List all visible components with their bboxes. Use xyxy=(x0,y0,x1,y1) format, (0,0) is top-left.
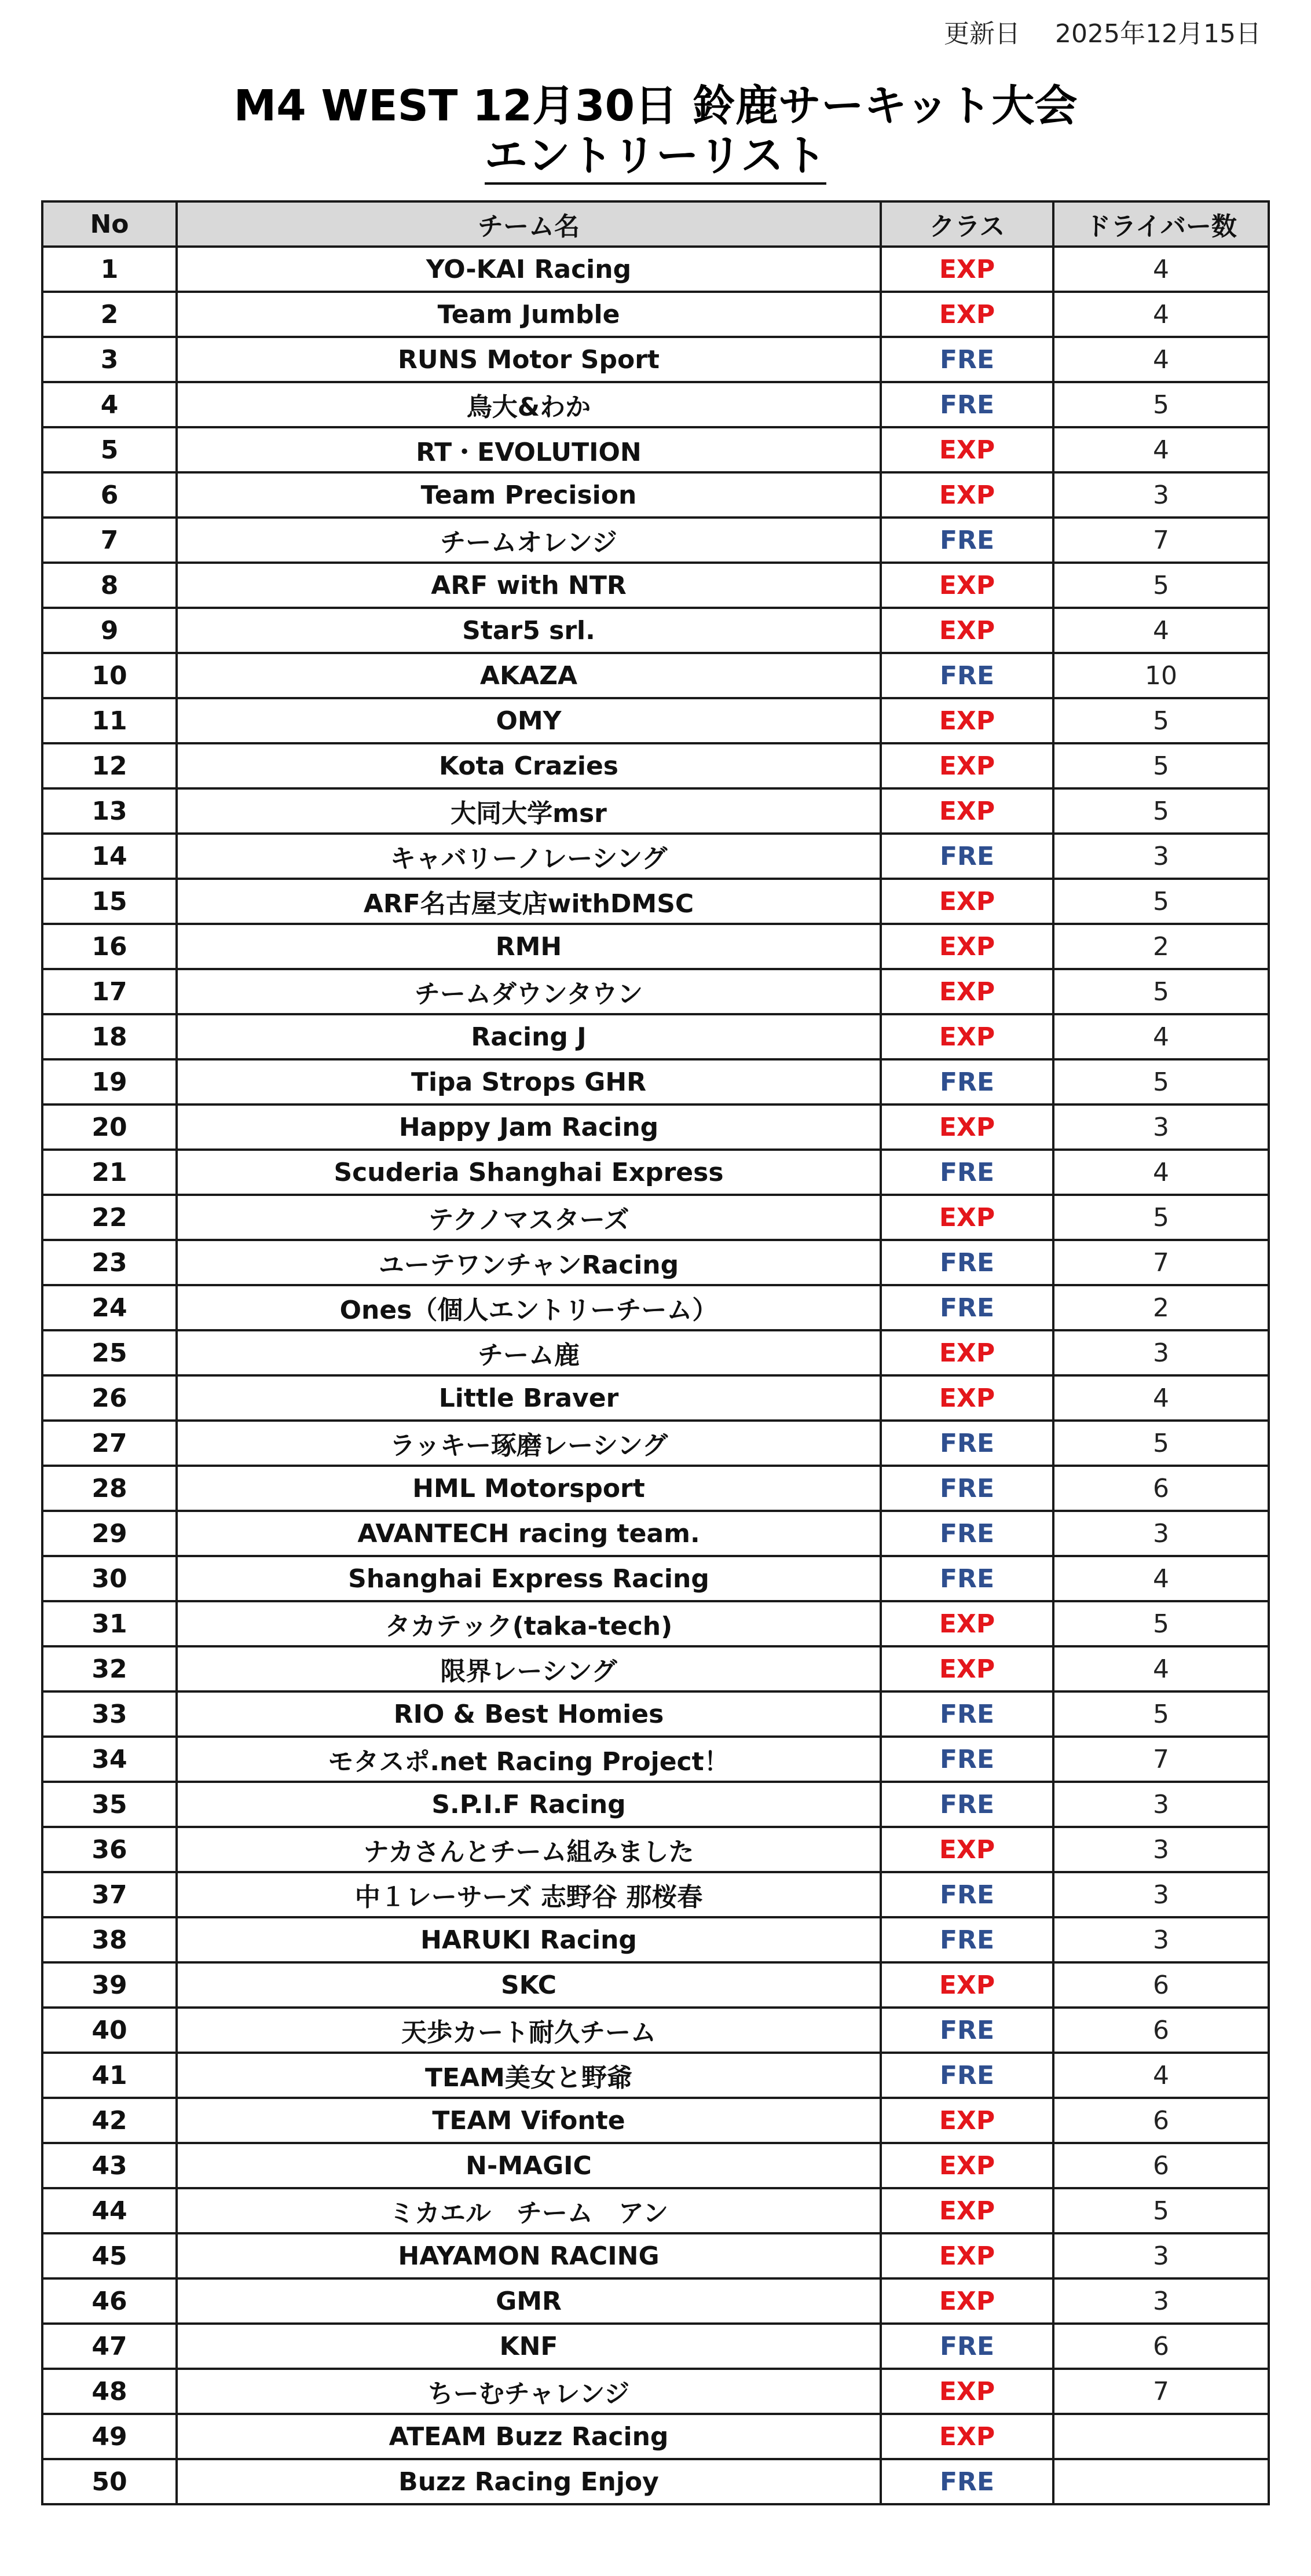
driver-count: 4 xyxy=(1053,337,1269,382)
team-name: RIO & Best Homies xyxy=(177,1691,881,1737)
driver-count: 4 xyxy=(1053,1646,1269,1691)
entry-number: 44 xyxy=(42,2188,177,2233)
entry-number: 43 xyxy=(42,2143,177,2188)
table-row xyxy=(42,924,1269,969)
driver-count: 4 xyxy=(1053,2053,1269,2098)
table-body xyxy=(42,247,1269,2504)
entry-number: 35 xyxy=(42,1782,177,1827)
driver-count: 5 xyxy=(1053,1691,1269,1737)
team-name: Scuderia Shanghai Express xyxy=(177,1150,881,1195)
driver-count: 4 xyxy=(1053,292,1269,337)
table-row xyxy=(42,1556,1269,1601)
table-row xyxy=(42,2414,1269,2459)
driver-count: 2 xyxy=(1053,924,1269,969)
class-badge: FRE xyxy=(881,1782,1053,1827)
table-header-row xyxy=(42,201,1269,247)
driver-count: 3 xyxy=(1053,1104,1269,1150)
table-row xyxy=(42,427,1269,472)
driver-count: 4 xyxy=(1053,1014,1269,1059)
team-name: ATEAM Buzz Racing xyxy=(177,2414,881,2459)
entry-number: 3 xyxy=(42,337,177,382)
entry-number: 27 xyxy=(42,1421,177,1466)
class-badge: EXP xyxy=(881,563,1053,608)
driver-count: 6 xyxy=(1053,2324,1269,2369)
class-badge: FRE xyxy=(881,2324,1053,2369)
driver-count: 5 xyxy=(1053,879,1269,924)
header-no: No xyxy=(42,201,177,247)
entry-number: 47 xyxy=(42,2324,177,2369)
table-row xyxy=(42,1691,1269,1737)
driver-count: 6 xyxy=(1053,2098,1269,2143)
entry-number: 24 xyxy=(42,1285,177,1330)
entry-number: 45 xyxy=(42,2233,177,2278)
team-name: チーム鹿 xyxy=(177,1330,881,1375)
entry-number: 25 xyxy=(42,1330,177,1375)
table-row xyxy=(42,1104,1269,1150)
driver-count: 5 xyxy=(1053,788,1269,834)
page-title: M4 WEST 12月30日 鈴鹿サーキット大会 xyxy=(233,81,1078,131)
driver-count: 4 xyxy=(1053,1375,1269,1421)
class-badge: EXP xyxy=(881,2233,1053,2278)
class-badge: EXP xyxy=(881,2143,1053,2188)
entry-number: 39 xyxy=(42,1962,177,2008)
driver-count: 3 xyxy=(1053,1917,1269,1962)
entry-number: 18 xyxy=(42,1014,177,1059)
team-name: YO-KAI Racing xyxy=(177,247,881,292)
class-badge: FRE xyxy=(881,834,1053,879)
team-name: 限界レーシング xyxy=(177,1646,881,1691)
team-name: TEAM Vifonte xyxy=(177,2098,881,2143)
driver-count: 3 xyxy=(1053,834,1269,879)
class-badge: EXP xyxy=(881,788,1053,834)
team-name: 天歩カート耐久チーム xyxy=(177,2008,881,2053)
entry-number: 10 xyxy=(42,653,177,698)
team-name: キャバリーノレーシング xyxy=(177,834,881,879)
driver-count: 4 xyxy=(1053,427,1269,472)
team-name: Racing J xyxy=(177,1014,881,1059)
table-row xyxy=(42,834,1269,879)
driver-count: 5 xyxy=(1053,2188,1269,2233)
team-name: Tipa Strops GHR xyxy=(177,1059,881,1104)
update-date-label: 更新日 xyxy=(944,19,1020,49)
team-name: チームオレンジ xyxy=(177,518,881,563)
entry-number: 33 xyxy=(42,1691,177,1737)
class-badge: EXP xyxy=(881,969,1053,1014)
entry-number: 36 xyxy=(42,1827,177,1872)
class-badge: EXP xyxy=(881,2278,1053,2324)
table-row xyxy=(42,1014,1269,1059)
entry-number: 5 xyxy=(42,427,177,472)
team-name: GMR xyxy=(177,2278,881,2324)
class-badge: FRE xyxy=(881,1285,1053,1330)
entry-number: 30 xyxy=(42,1556,177,1601)
driver-count: 3 xyxy=(1053,1330,1269,1375)
class-badge: FRE xyxy=(881,1059,1053,1104)
driver-count: 7 xyxy=(1053,2369,1269,2414)
class-badge: EXP xyxy=(881,1646,1053,1691)
page-subtitle-wrapper xyxy=(0,124,1311,188)
entry-number: 31 xyxy=(42,1601,177,1646)
class-badge: EXP xyxy=(881,2098,1053,2143)
table-row xyxy=(42,2188,1269,2233)
table-row xyxy=(42,2459,1269,2504)
driver-count xyxy=(1053,2459,1269,2504)
class-badge: EXP xyxy=(881,879,1053,924)
table-row xyxy=(42,788,1269,834)
entry-number: 22 xyxy=(42,1195,177,1240)
header-driver-count: ドライバー数 xyxy=(1053,201,1269,247)
class-badge: FRE xyxy=(881,382,1053,427)
class-badge: EXP xyxy=(881,2414,1053,2459)
table-row xyxy=(42,2233,1269,2278)
entry-number: 37 xyxy=(42,1872,177,1917)
driver-count: 6 xyxy=(1053,2008,1269,2053)
driver-count: 3 xyxy=(1053,1782,1269,1827)
driver-count: 5 xyxy=(1053,1601,1269,1646)
driver-count: 3 xyxy=(1053,1827,1269,1872)
table-row xyxy=(42,1375,1269,1421)
table-row xyxy=(42,1059,1269,1104)
team-name: Shanghai Express Racing xyxy=(177,1556,881,1601)
class-badge: FRE xyxy=(881,1466,1053,1511)
table-row xyxy=(42,1737,1269,1782)
driver-count: 3 xyxy=(1053,1511,1269,1556)
class-badge: EXP xyxy=(881,608,1053,653)
team-name: 大同大学msr xyxy=(177,788,881,834)
team-name: HML Motorsport xyxy=(177,1466,881,1511)
class-badge: EXP xyxy=(881,472,1053,518)
class-badge: EXP xyxy=(881,2369,1053,2414)
class-badge: FRE xyxy=(881,1240,1053,1285)
entry-number: 20 xyxy=(42,1104,177,1150)
team-name: HAYAMON RACING xyxy=(177,2233,881,2278)
entry-number: 15 xyxy=(42,879,177,924)
class-badge: EXP xyxy=(881,1601,1053,1646)
class-badge: EXP xyxy=(881,1014,1053,1059)
entry-number: 29 xyxy=(42,1511,177,1556)
team-name: テクノマスターズ xyxy=(177,1195,881,1240)
driver-count: 4 xyxy=(1053,247,1269,292)
entry-number: 26 xyxy=(42,1375,177,1421)
driver-count: 5 xyxy=(1053,698,1269,743)
driver-count: 3 xyxy=(1053,472,1269,518)
table-row xyxy=(42,608,1269,653)
entry-number: 1 xyxy=(42,247,177,292)
driver-count: 7 xyxy=(1053,518,1269,563)
entry-number: 13 xyxy=(42,788,177,834)
team-name: HARUKI Racing xyxy=(177,1917,881,1962)
driver-count: 5 xyxy=(1053,969,1269,1014)
table-row xyxy=(42,472,1269,518)
table-row xyxy=(42,1782,1269,1827)
team-name: SKC xyxy=(177,1962,881,2008)
class-badge: EXP xyxy=(881,1962,1053,2008)
entry-number: 17 xyxy=(42,969,177,1014)
driver-count: 10 xyxy=(1053,653,1269,698)
class-badge: EXP xyxy=(881,743,1053,788)
entry-number: 42 xyxy=(42,2098,177,2143)
entry-number: 2 xyxy=(42,292,177,337)
update-date-value: 2025年12月15日 xyxy=(1055,19,1261,49)
team-name: ユーテワンチャンRacing xyxy=(177,1240,881,1285)
team-name: Ones（個人エントリーチーム） xyxy=(177,1285,881,1330)
table-row xyxy=(42,2143,1269,2188)
team-name: OMY xyxy=(177,698,881,743)
team-name: RMH xyxy=(177,924,881,969)
team-name: 中１レーサーズ 志野谷 那桜春 xyxy=(177,1872,881,1917)
entry-number: 50 xyxy=(42,2459,177,2504)
driver-count: 5 xyxy=(1053,563,1269,608)
team-name: RT・EVOLUTION xyxy=(177,427,881,472)
table-row xyxy=(42,1601,1269,1646)
team-name: KNF xyxy=(177,2324,881,2369)
team-name: モタスポ.net Racing Project！ xyxy=(177,1737,881,1782)
team-name: Team Precision xyxy=(177,472,881,518)
team-name: RUNS Motor Sport xyxy=(177,337,881,382)
table-row xyxy=(42,1962,1269,2008)
entry-list-table xyxy=(41,200,1270,2505)
driver-count: 7 xyxy=(1053,1240,1269,1285)
team-name: ラッキー琢磨レーシング xyxy=(177,1421,881,1466)
table-row xyxy=(42,1466,1269,1511)
entry-number: 4 xyxy=(42,382,177,427)
table-row xyxy=(42,1285,1269,1330)
driver-count: 5 xyxy=(1053,382,1269,427)
driver-count: 4 xyxy=(1053,608,1269,653)
header-team-name: チーム名 xyxy=(177,201,881,247)
team-name: ARF名古屋支店withDMSC xyxy=(177,879,881,924)
table-row xyxy=(42,1195,1269,1240)
entry-number: 11 xyxy=(42,698,177,743)
class-badge: FRE xyxy=(881,337,1053,382)
class-badge: FRE xyxy=(881,2459,1053,2504)
class-badge: EXP xyxy=(881,2188,1053,2233)
class-badge: FRE xyxy=(881,1421,1053,1466)
driver-count: 6 xyxy=(1053,2143,1269,2188)
page-subtitle: エントリーリスト xyxy=(485,129,827,185)
class-badge: FRE xyxy=(881,1556,1053,1601)
team-name: Happy Jam Racing xyxy=(177,1104,881,1150)
team-name: N-MAGIC xyxy=(177,2143,881,2188)
entry-number: 6 xyxy=(42,472,177,518)
entry-number: 48 xyxy=(42,2369,177,2414)
table-row xyxy=(42,2098,1269,2143)
table-row xyxy=(42,337,1269,382)
class-badge: FRE xyxy=(881,1917,1053,1962)
driver-count: 3 xyxy=(1053,1872,1269,1917)
class-badge: FRE xyxy=(881,1691,1053,1737)
driver-count: 3 xyxy=(1053,2233,1269,2278)
table-row xyxy=(42,563,1269,608)
table-row xyxy=(42,292,1269,337)
team-name: 鳥大&わか xyxy=(177,382,881,427)
table-row xyxy=(42,518,1269,563)
update-date-line xyxy=(944,14,1268,54)
table-row xyxy=(42,1872,1269,1917)
class-badge: EXP xyxy=(881,427,1053,472)
driver-count: 5 xyxy=(1053,743,1269,788)
team-name: Buzz Racing Enjoy xyxy=(177,2459,881,2504)
team-name: タカテック(taka-tech) xyxy=(177,1601,881,1646)
class-badge: EXP xyxy=(881,1330,1053,1375)
team-name: ミカエル チーム アン xyxy=(177,2188,881,2233)
entry-number: 19 xyxy=(42,1059,177,1104)
class-badge: FRE xyxy=(881,518,1053,563)
table-row xyxy=(42,2324,1269,2369)
driver-count: 6 xyxy=(1053,1466,1269,1511)
entry-number: 49 xyxy=(42,2414,177,2459)
table-row xyxy=(42,247,1269,292)
team-name: ちーむチャレンジ xyxy=(177,2369,881,2414)
team-name: Kota Crazies xyxy=(177,743,881,788)
table-row xyxy=(42,879,1269,924)
entry-number: 41 xyxy=(42,2053,177,2098)
driver-count: 4 xyxy=(1053,1556,1269,1601)
class-badge: FRE xyxy=(881,653,1053,698)
class-badge: EXP xyxy=(881,1375,1053,1421)
table-row xyxy=(42,1421,1269,1466)
entry-number: 16 xyxy=(42,924,177,969)
entry-number: 14 xyxy=(42,834,177,879)
team-name: AKAZA xyxy=(177,653,881,698)
team-name: AVANTECH racing team. xyxy=(177,1511,881,1556)
driver-count: 5 xyxy=(1053,1421,1269,1466)
class-badge: EXP xyxy=(881,698,1053,743)
driver-count: 4 xyxy=(1053,1150,1269,1195)
driver-count: 5 xyxy=(1053,1059,1269,1104)
table-row xyxy=(42,1646,1269,1691)
driver-count: 2 xyxy=(1053,1285,1269,1330)
entry-number: 32 xyxy=(42,1646,177,1691)
table-row xyxy=(42,2008,1269,2053)
table-row xyxy=(42,1330,1269,1375)
table-row xyxy=(42,1917,1269,1962)
driver-count xyxy=(1053,2414,1269,2459)
table-row xyxy=(42,1511,1269,1556)
table-row xyxy=(42,1240,1269,1285)
entry-number: 28 xyxy=(42,1466,177,1511)
class-badge: EXP xyxy=(881,1104,1053,1150)
class-badge: EXP xyxy=(881,1195,1053,1240)
table-row xyxy=(42,653,1269,698)
table-row xyxy=(42,2278,1269,2324)
driver-count: 3 xyxy=(1053,2278,1269,2324)
class-badge: EXP xyxy=(881,1827,1053,1872)
team-name: チームダウンタウン xyxy=(177,969,881,1014)
class-badge: FRE xyxy=(881,1737,1053,1782)
class-badge: FRE xyxy=(881,1872,1053,1917)
table-row xyxy=(42,698,1269,743)
table-row xyxy=(42,2053,1269,2098)
team-name: ナカさんとチーム組みました xyxy=(177,1827,881,1872)
table-row xyxy=(42,743,1269,788)
entry-number: 21 xyxy=(42,1150,177,1195)
driver-count: 5 xyxy=(1053,1195,1269,1240)
table-row xyxy=(42,2369,1269,2414)
team-name: S.P.I.F Racing xyxy=(177,1782,881,1827)
entry-number: 7 xyxy=(42,518,177,563)
class-badge: EXP xyxy=(881,292,1053,337)
team-name: Little Braver xyxy=(177,1375,881,1421)
entry-number: 12 xyxy=(42,743,177,788)
class-badge: FRE xyxy=(881,2008,1053,2053)
driver-count: 7 xyxy=(1053,1737,1269,1782)
entry-number: 34 xyxy=(42,1737,177,1782)
entry-number: 9 xyxy=(42,608,177,653)
class-badge: EXP xyxy=(881,247,1053,292)
header-class: クラス xyxy=(881,201,1053,247)
entry-number: 8 xyxy=(42,563,177,608)
class-badge: FRE xyxy=(881,1150,1053,1195)
team-name: Team Jumble xyxy=(177,292,881,337)
entry-number: 40 xyxy=(42,2008,177,2053)
class-badge: FRE xyxy=(881,1511,1053,1556)
table-row xyxy=(42,969,1269,1014)
table-row xyxy=(42,382,1269,427)
team-name: TEAM美女と野爺 xyxy=(177,2053,881,2098)
entry-number: 23 xyxy=(42,1240,177,1285)
table-row xyxy=(42,1827,1269,1872)
team-name: Star5 srl. xyxy=(177,608,881,653)
driver-count: 6 xyxy=(1053,1962,1269,2008)
class-badge: FRE xyxy=(881,2053,1053,2098)
entry-number: 38 xyxy=(42,1917,177,1962)
table-row xyxy=(42,1150,1269,1195)
team-name: ARF with NTR xyxy=(177,563,881,608)
class-badge: EXP xyxy=(881,924,1053,969)
entry-number: 46 xyxy=(42,2278,177,2324)
